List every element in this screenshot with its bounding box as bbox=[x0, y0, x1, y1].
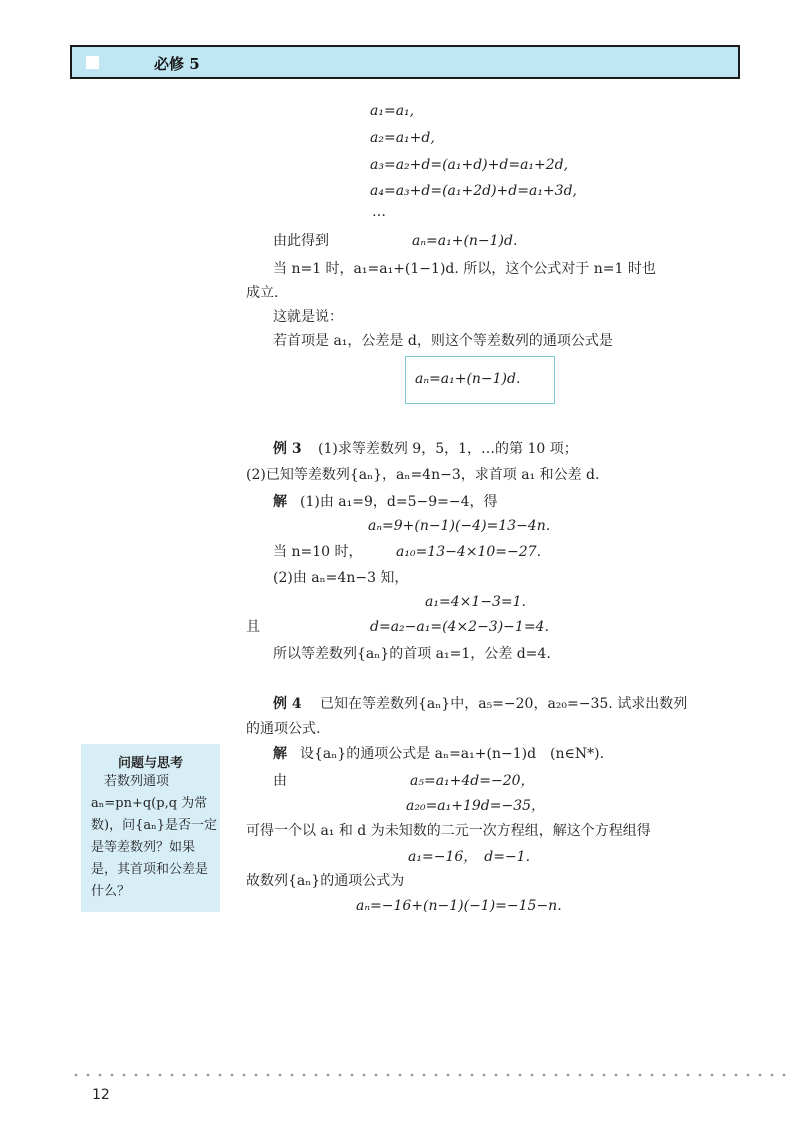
sidebar-title: 问题与思考 bbox=[117, 756, 183, 771]
example4-s2b: a₅=a₁+4d=−20， bbox=[410, 773, 535, 789]
statement-line: 若首项是 a₁，公差是 d，则这个等差数列的通项公式是 bbox=[273, 333, 613, 349]
example3-s3b: a₁₀=13−4×10=−27. bbox=[396, 544, 542, 560]
result-formula: aₙ=a₁+(n−1)d. bbox=[412, 233, 518, 249]
sidebar-line-6: 什么？ bbox=[91, 884, 131, 899]
sidebar-line-3: 数)，问{aₙ}是否一定 bbox=[91, 818, 217, 833]
footer-dotted-rule bbox=[70, 1073, 790, 1077]
result-label: 由此得到 bbox=[273, 233, 329, 249]
example3-label: 例 3 bbox=[273, 441, 302, 457]
sidebar-line-5: 是，其首项和公差是 bbox=[91, 862, 209, 877]
say-line: 这就是说： bbox=[273, 309, 343, 325]
check-line-1: 当 n=1 时，a₁=a₁+(1−1)d. 所以，这个公式对于 n=1 时也 bbox=[273, 261, 656, 277]
example3-s6b: d=a₂−a₁=(4×2−3)−1=4. bbox=[370, 619, 549, 635]
example3-s3a: 当 n=10 时， bbox=[273, 544, 363, 560]
example3-q2: (2)已知等差数列{aₙ}，aₙ=4n−3，求首项 a₁ 和公差 d. bbox=[246, 467, 600, 483]
example3-s5: a₁=4×1−3=1. bbox=[425, 594, 526, 610]
header-title: 必修 5 bbox=[154, 55, 200, 73]
example4-s6: 故数列{aₙ}的通项公式为 bbox=[246, 873, 405, 889]
example4-s4: 可得一个以 a₁ 和 d 为未知数的二元一次方程组，解这个方程组得 bbox=[246, 823, 651, 839]
check-line-2: 成立. bbox=[246, 285, 279, 301]
example3-q1: (1)求等差数列 9，5，1，…的第 10 项； bbox=[318, 441, 578, 457]
sidebar-line-4: 是等差数列？如果 bbox=[91, 840, 196, 855]
header-square-icon bbox=[86, 56, 99, 69]
example4-s5: a₁=−16， d=−1. bbox=[408, 849, 531, 865]
sidebar-line-1: 若数列通项 bbox=[91, 774, 170, 789]
derivation-line-1: a₁=a₁, bbox=[370, 103, 415, 119]
example4-s2a: 由 bbox=[273, 773, 287, 789]
example4-s1: 设{aₙ}的通项公式是 aₙ=a₁+(n−1)d (n∈N*). bbox=[300, 746, 605, 762]
example4-s3: a₂₀=a₁+19d=−35， bbox=[406, 798, 546, 814]
example3-s4: (2)由 aₙ=4n−3 知， bbox=[273, 570, 409, 586]
formula-box bbox=[405, 356, 555, 404]
sidebar-line-2: aₙ=pn+q(p,q 为常 bbox=[91, 796, 208, 811]
derivation-line-3: a₃=a₂+d=(a₁+d)+d=a₁+2d, bbox=[370, 157, 569, 173]
example4-s7: aₙ=−16+(n−1)(−1)=−15−n. bbox=[356, 898, 562, 914]
example4-q2: 的通项公式. bbox=[246, 721, 321, 737]
example3-s7: 所以等差数列{aₙ}的首项 a₁=1，公差 d=4. bbox=[273, 646, 551, 662]
page-number: 12 bbox=[92, 1087, 110, 1103]
example3-s2: aₙ=9+(n−1)(−4)=13−4n. bbox=[368, 518, 551, 534]
derivation-ellipsis: … bbox=[372, 204, 386, 220]
boxed-formula: aₙ=a₁+(n−1)d. bbox=[415, 371, 521, 387]
derivation-line-2: a₂=a₁+d, bbox=[370, 130, 435, 146]
example3-solution-label: 解 bbox=[273, 494, 287, 510]
page-header bbox=[70, 45, 740, 79]
example3-s6a: 且 bbox=[246, 619, 260, 635]
example4-solution-label: 解 bbox=[273, 746, 287, 762]
example4-q1: 已知在等差数列{aₙ}中，a₅=−20，a₂₀=−35. 试求出数列 bbox=[320, 696, 688, 712]
example3-s1: (1)由 a₁=9，d=5−9=−4，得 bbox=[300, 494, 498, 510]
derivation-line-4: a₄=a₃+d=(a₁+2d)+d=a₁+3d, bbox=[370, 183, 577, 199]
example4-label: 例 4 bbox=[273, 696, 302, 712]
think-sidebar bbox=[81, 744, 220, 912]
